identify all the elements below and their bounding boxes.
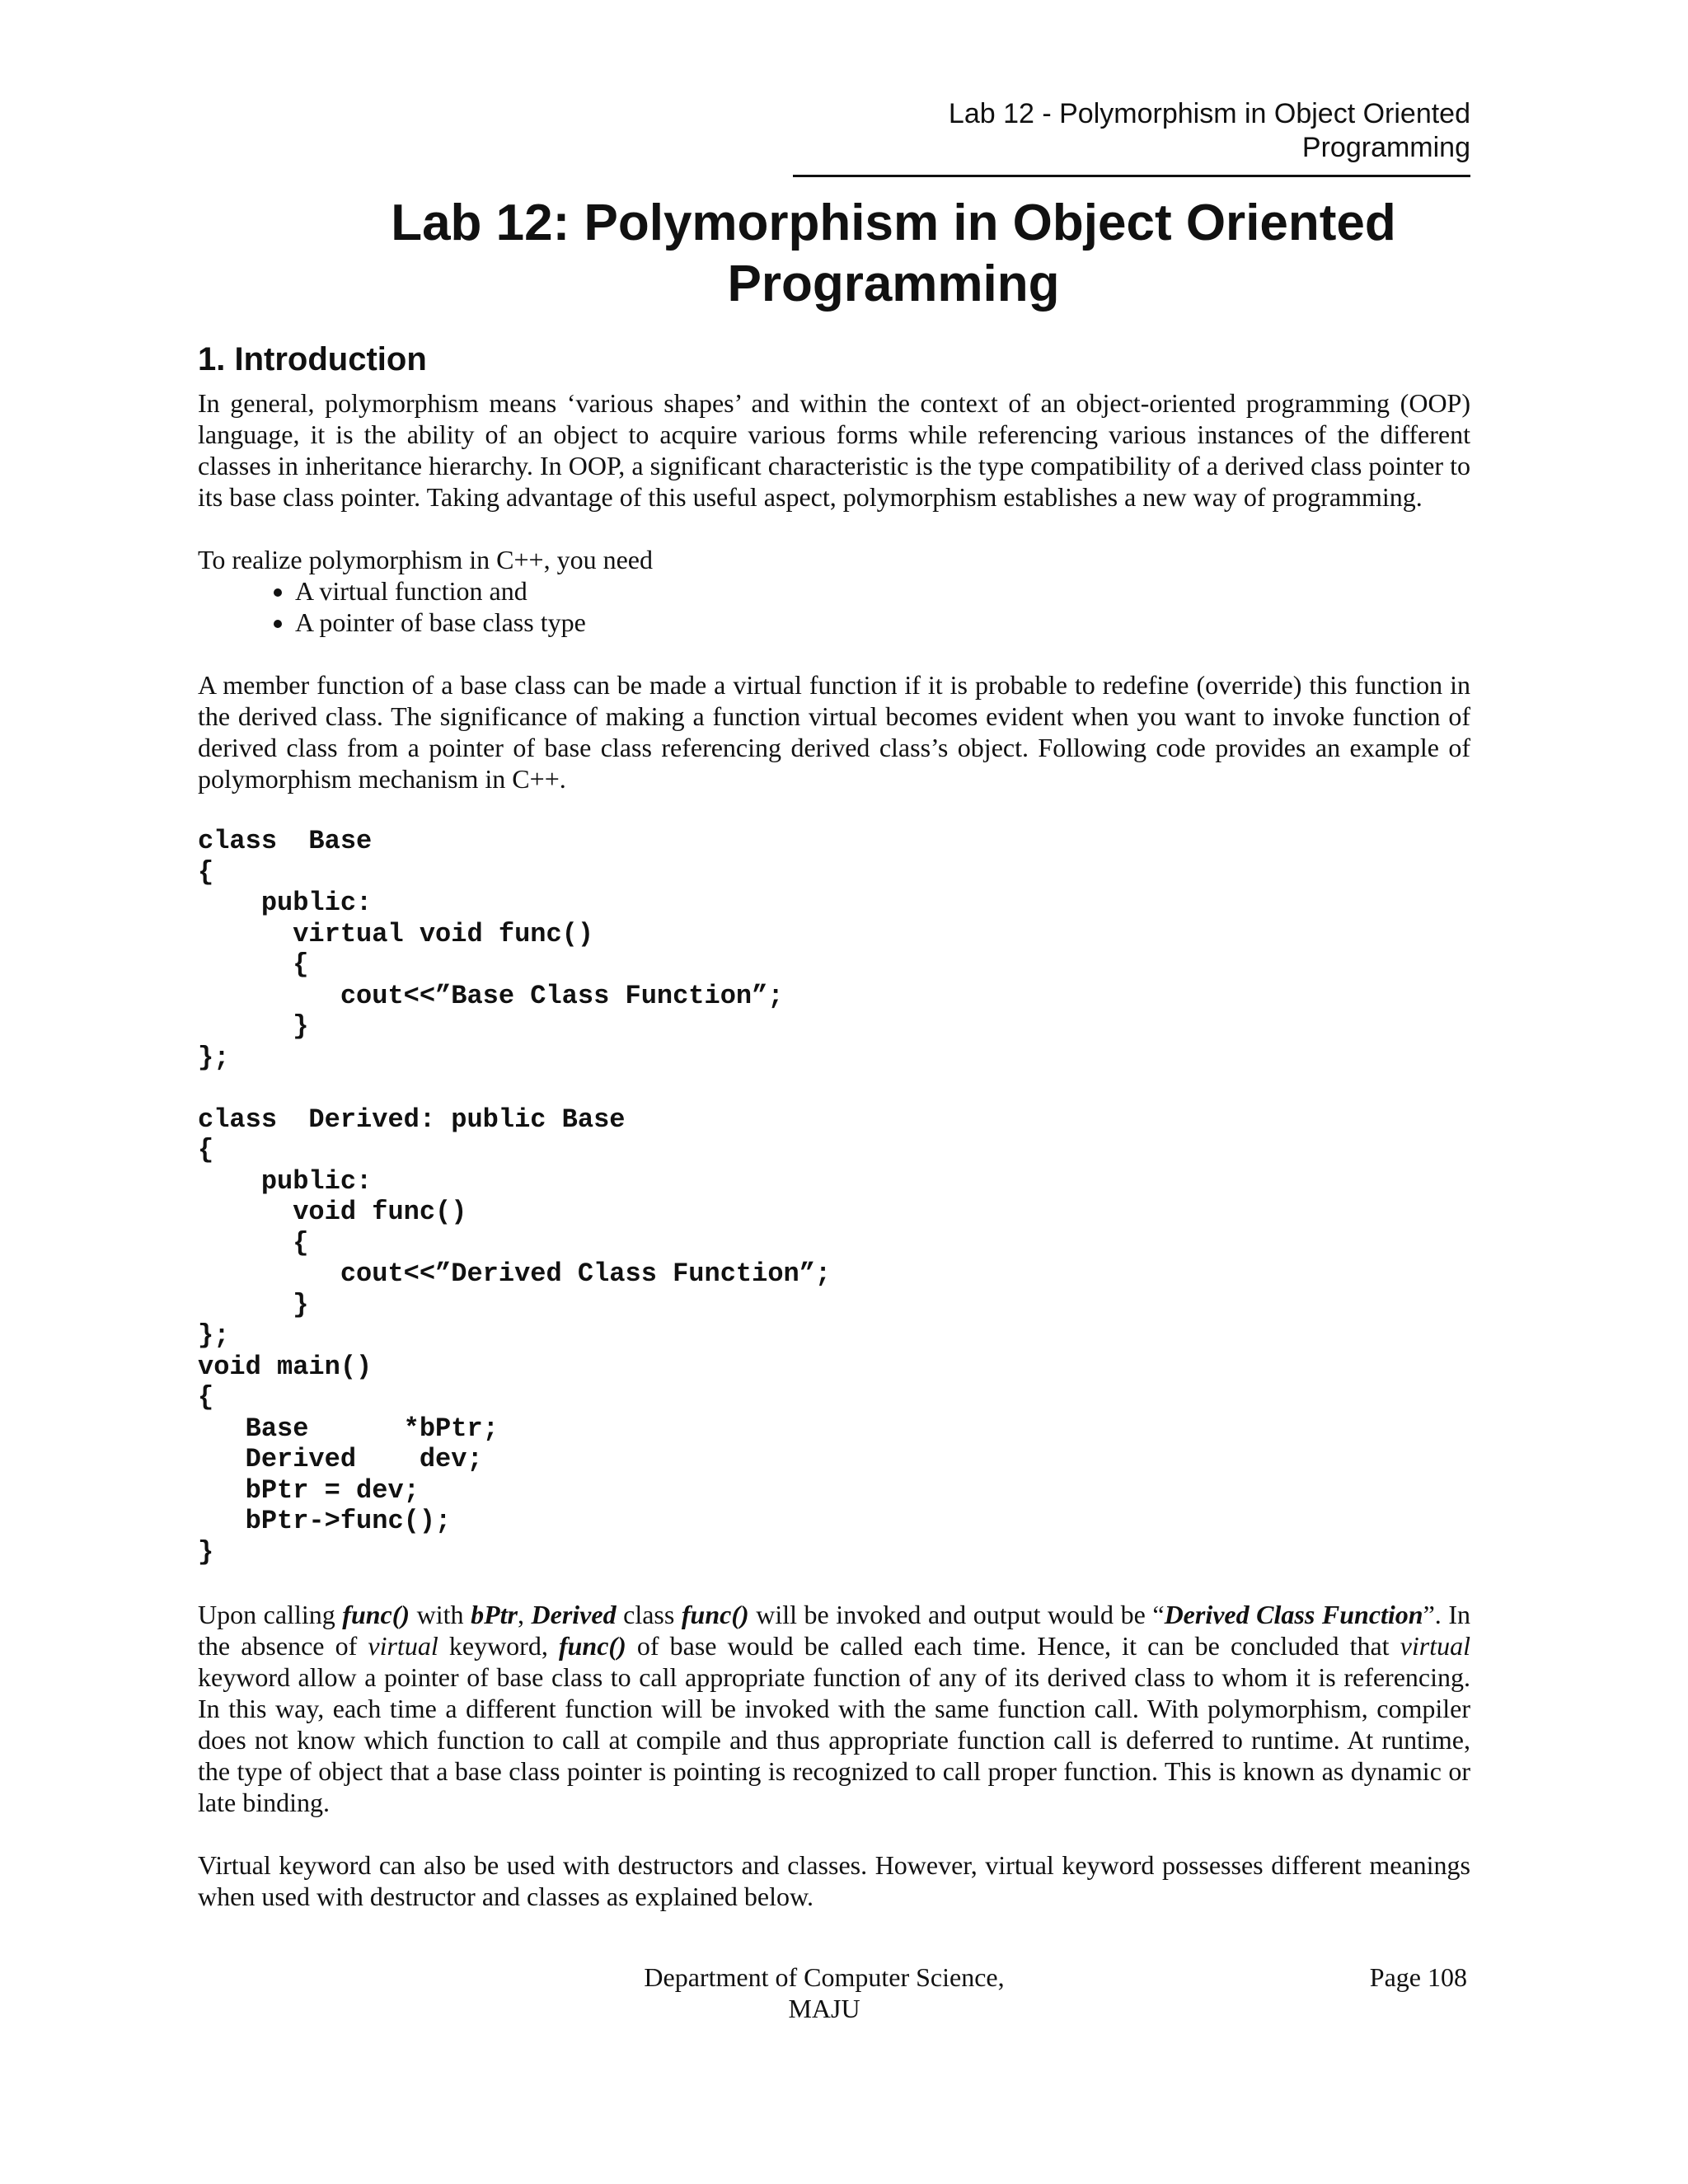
- intro-paragraph-5: Virtual keyword can also be used with destructors and classes. However, virtual keyword possesses different meanings when used with destructor and classes as explained below.: [198, 1850, 1470, 1911]
- emphasis-func: func(): [681, 1600, 749, 1629]
- emphasis-bptr: bPtr: [471, 1600, 518, 1629]
- code-example: class Base { public: virtual void func() { cout<<”Base Class Function”; } }; class Derived: public Base { public: void func() { cout<<”Derived Class Function”; } }; void main() { Base *bPtr; Derived dev; bPtr = dev; bPtr->func(); }: [198, 826, 832, 1568]
- emphasis-derived: Derived: [531, 1600, 617, 1629]
- section-heading-introduction: 1. Introduction: [198, 341, 427, 377]
- text-run: class: [616, 1600, 682, 1629]
- text-run: ,: [517, 1600, 532, 1629]
- text-run: will be invoked and output would be “: [748, 1600, 1165, 1629]
- intro-paragraph-2: To realize polymorphism in C++, you need: [198, 545, 653, 574]
- page-title-line1: Lab 12: Polymorphism in Object Oriented: [391, 194, 1396, 251]
- requirements-list: [198, 575, 1470, 638]
- emphasis-output: Derived Class Function: [1164, 1600, 1423, 1629]
- emphasis-virtual: virtual: [368, 1631, 438, 1661]
- text-run: of base would be called each time. Hence, it can be concluded that: [626, 1631, 1400, 1661]
- text-run: ”. In the absence of: [198, 1600, 1471, 1661]
- intro-paragraph-3: A member function of a base class can be made a virtual function if it is probable to redefine (override) this function in the derived class. The significance of making a function virtual becomes evident when you want to invoke function of derived class from a pointer of base class referencing derived class’s object. Following code provides an example of polymorphism mechanism in C++.: [198, 670, 1470, 794]
- page-number: Page 108: [1369, 1962, 1467, 1992]
- intro-paragraph-4: [198, 1599, 1470, 1818]
- main-content: [198, 340, 1470, 1943]
- running-header: Lab 12 - Polymorphism in Object Oriented Programming: [793, 97, 1470, 177]
- text-run: with: [410, 1600, 471, 1629]
- emphasis-virtual: virtual: [1400, 1631, 1471, 1661]
- text-run: keyword,: [438, 1631, 559, 1661]
- text-run: keyword allow a pointer of base class to call appropriate function of any of its derived class to whom it is referencing. In this way, each time a different function will be invoked with the same function call. With polymorphism, compiler does not know which function to call at compile and thus appropriate function call is deferred to runtime. At runtime, the type of object that a base class pointer is pointing is recognized to call proper function. This is known as dynamic or late binding.: [198, 1662, 1470, 1817]
- list-item: • A virtual function and: [295, 575, 1470, 607]
- page-title: [115, 193, 1672, 315]
- text-run: Upon calling: [198, 1600, 343, 1629]
- emphasis-func: func(): [342, 1600, 410, 1629]
- list-item: • A pointer of base class type: [295, 607, 1470, 638]
- page-title-line2: Programming: [727, 255, 1060, 312]
- emphasis-func: func(): [558, 1631, 626, 1661]
- footer-dept-line1: Department of Computer Science,: [644, 1962, 1005, 1992]
- footer-dept-line2: MAJU: [788, 1994, 860, 2023]
- intro-paragraph-1: In general, polymorphism means ‘various shapes’ and within the context of an object-oriented programming (OOP) language, it is the ability of an object to acquire various forms while referencing various instances of the different classes in inheritance hierarchy. In OOP, a significant characteristic is the type compatibility of a derived class pointer to its base class pointer. Taking advantage of this useful aspect, polymorphism establishes a new way of programming.: [198, 388, 1470, 512]
- footer-department: [495, 1961, 1154, 2024]
